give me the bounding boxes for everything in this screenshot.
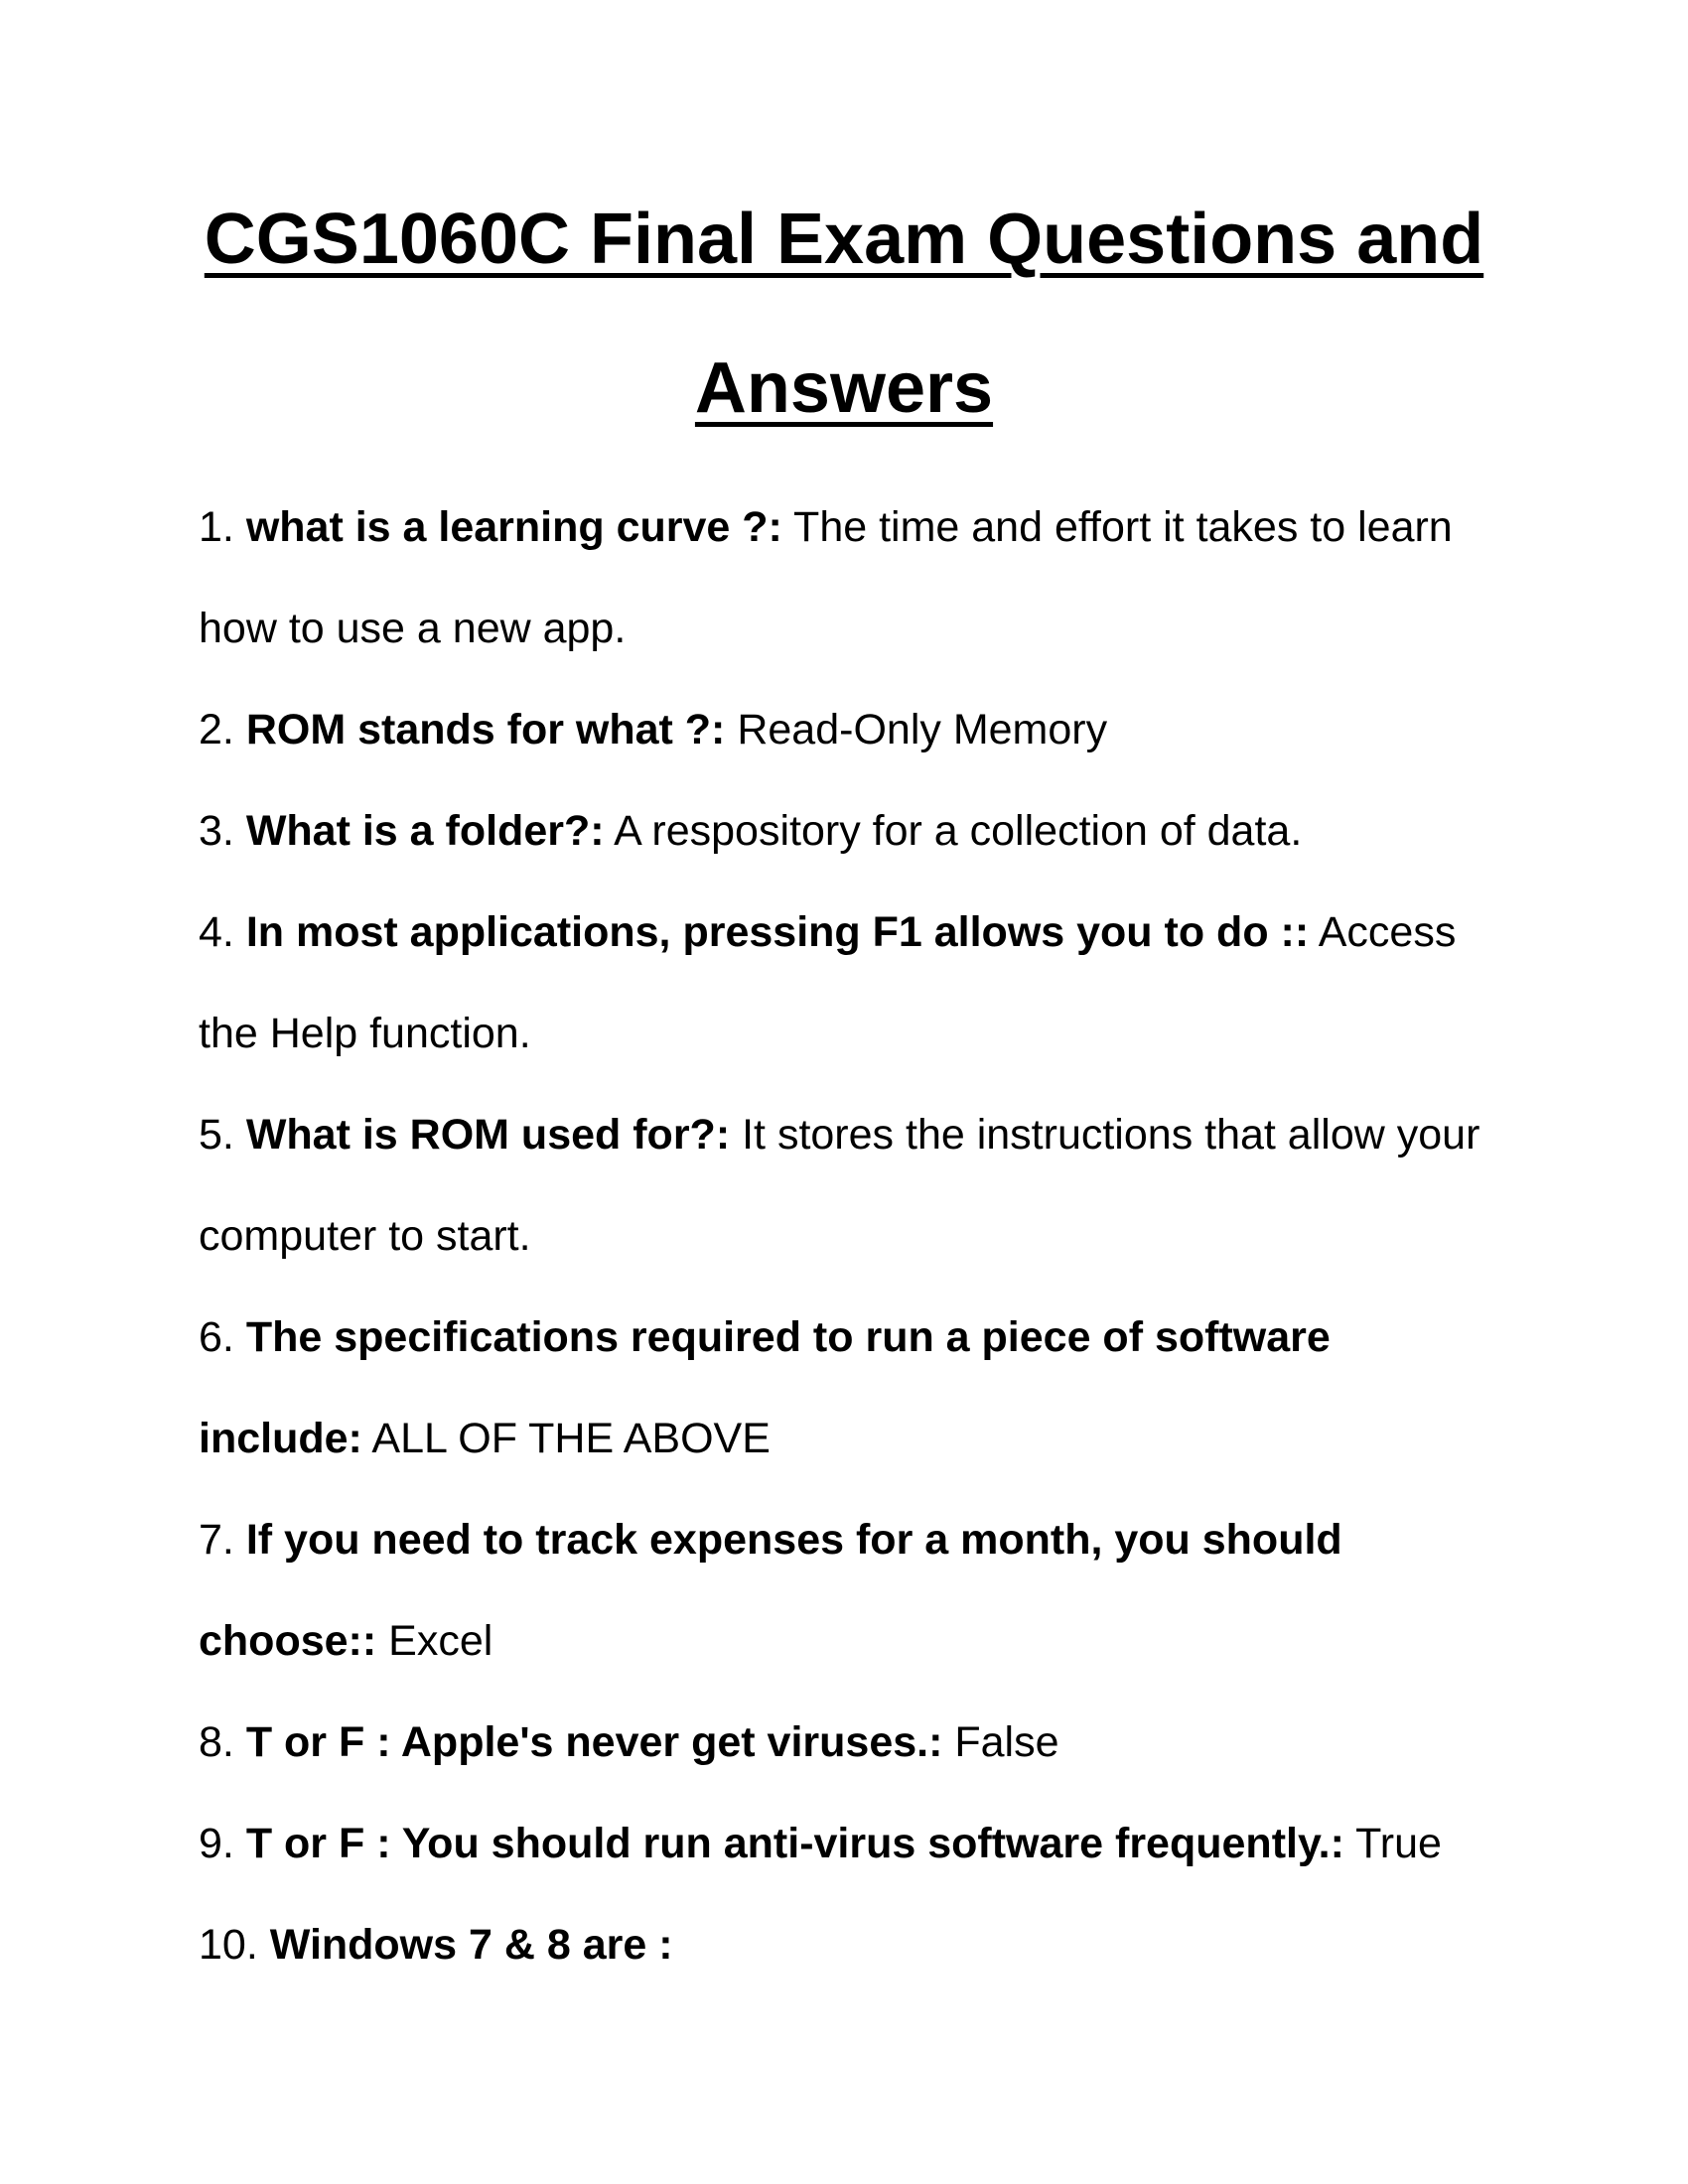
qa-item-9 bbox=[199, 1793, 1489, 1894]
document-title-line-2: Answers bbox=[694, 348, 994, 428]
question-text: The specifications required to run a piece of software include: bbox=[199, 1313, 1331, 1462]
item-number: 2. bbox=[199, 706, 234, 753]
question-text: T or F : Apple's never get viruses.: bbox=[245, 1718, 943, 1766]
answer-text: Excel bbox=[388, 1617, 493, 1665]
item-number: 10. bbox=[199, 1921, 258, 1969]
item-number: 1. bbox=[199, 503, 234, 551]
qa-item-2 bbox=[199, 679, 1489, 780]
item-number: 4. bbox=[199, 908, 234, 956]
answer-text: Access the Help function. bbox=[199, 908, 1457, 1057]
item-number: 3. bbox=[199, 807, 234, 855]
question-text: What is a folder?: bbox=[245, 807, 605, 855]
item-number: 5. bbox=[199, 1111, 234, 1159]
qa-item-8 bbox=[199, 1692, 1489, 1793]
answer-text: ALL OF THE ABOVE bbox=[371, 1415, 771, 1462]
answer-text: False bbox=[954, 1718, 1059, 1766]
answer-text: A respository for a collection of data. bbox=[614, 807, 1303, 855]
item-number: 8. bbox=[199, 1718, 234, 1766]
item-number: 6. bbox=[199, 1313, 234, 1361]
answer-text: Read-Only Memory bbox=[737, 706, 1108, 753]
item-number: 7. bbox=[199, 1516, 234, 1564]
item-number: 9. bbox=[199, 1820, 234, 1867]
qa-item-4 bbox=[199, 882, 1489, 1084]
qa-item-3 bbox=[199, 780, 1489, 882]
question-text: Windows 7 & 8 are : bbox=[269, 1921, 673, 1969]
qa-item-1 bbox=[199, 477, 1489, 679]
document-title-line-1: CGS1060C Final Exam Questions and bbox=[204, 200, 1484, 279]
question-text: T or F : You should run anti-virus software frequently.: bbox=[245, 1820, 1344, 1867]
question-text: What is ROM used for?: bbox=[245, 1111, 731, 1159]
qa-item-5 bbox=[199, 1084, 1489, 1287]
qa-item-10 bbox=[199, 1894, 1489, 1995]
answer-text: It stores the instructions that allow your computer to start. bbox=[199, 1111, 1480, 1260]
question-text: In most applications, pressing F1 allows you to do :: bbox=[245, 908, 1310, 956]
qa-item-7 bbox=[199, 1489, 1489, 1692]
answer-text: True bbox=[1355, 1820, 1442, 1867]
qa-item-6 bbox=[199, 1287, 1489, 1489]
question-text: ROM stands for what ?: bbox=[245, 706, 726, 753]
question-text: what is a learning curve ?: bbox=[245, 503, 782, 551]
answer-text: The time and effort it takes to learn how to use a new app. bbox=[199, 503, 1453, 652]
question-text: If you need to track expenses for a month, you should choose:: bbox=[199, 1516, 1342, 1665]
